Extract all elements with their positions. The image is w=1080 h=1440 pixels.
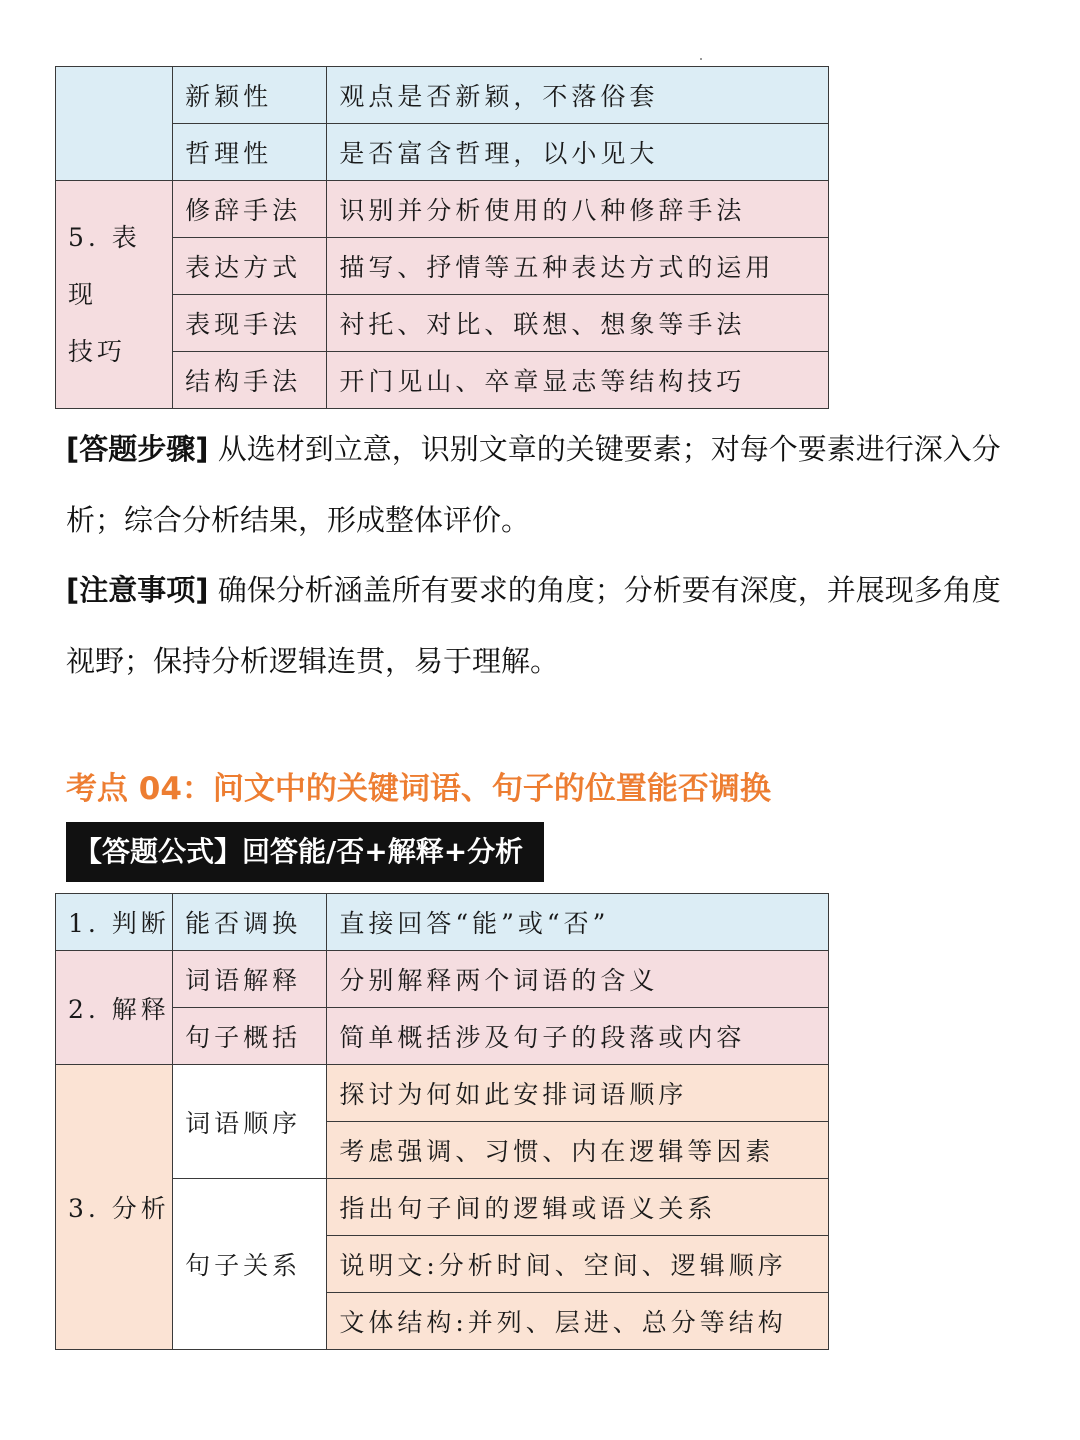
desc-cell: 考虑强调、习惯、内在逻辑等因素 (327, 1122, 829, 1179)
table-row (56, 181, 829, 238)
sub-cell: 句子概括 (173, 1008, 327, 1065)
desc-cell: 观点是否新颖，不落俗套 (327, 67, 829, 124)
table-row (56, 67, 829, 124)
category-cell: 2. 解释 (56, 951, 173, 1065)
desc-cell: 衬托、对比、联想、想象等手法 (327, 295, 829, 352)
sub-cell: 哲理性 (173, 124, 327, 181)
sub-cell: 词语顺序 (173, 1065, 327, 1179)
table-row (56, 894, 829, 951)
notes-tag: [注意事项] (66, 573, 209, 607)
sub-cell: 表现手法 (173, 295, 327, 352)
desc-cell: 开门见山、卒章显志等结构技巧 (327, 352, 829, 409)
sub-cell: 表达方式 (173, 238, 327, 295)
sub-cell: 词语解释 (173, 951, 327, 1008)
sub-cell: 修辞手法 (173, 181, 327, 238)
desc-cell: 探讨为何如此安排词语顺序 (327, 1065, 829, 1122)
desc-cell: 指出句子间的逻辑或语义关系 (327, 1179, 829, 1236)
category-cell: 5. 表 现 技巧 (56, 181, 173, 409)
table-expression-techniques (55, 66, 829, 409)
desc-cell: 简单概括涉及句子的段落或内容 (327, 1008, 829, 1065)
section-heading: 考点 04：问文中的关键词语、句子的位置能否调换 (66, 771, 771, 807)
desc-cell: 描写、抒情等五种表达方式的运用 (327, 238, 829, 295)
answer-steps-paragraph (66, 414, 1026, 556)
sub-cell: 句子关系 (173, 1179, 327, 1350)
answer-steps-text: 从选材到立意，识别文章的关键要素；对每个要素进行深入分析；综合分析结果，形成整体评价。 (66, 432, 1001, 537)
desc-cell: 直接回答“能”或“否” (327, 894, 829, 951)
sub-cell: 新颖性 (173, 67, 327, 124)
desc-cell: 识别并分析使用的八种修辞手法 (327, 181, 829, 238)
category-cell: 1. 判断 (56, 894, 173, 951)
desc-cell: 文体结构:并列、层进、总分等结构 (327, 1293, 829, 1350)
category-cell: 3. 分析 (56, 1065, 173, 1350)
desc-cell: 说明文:分析时间、空间、逻辑顺序 (327, 1236, 829, 1293)
table-word-position (55, 893, 829, 1350)
desc-cell: 是否富含哲理，以小见大 (327, 124, 829, 181)
table-row (56, 951, 829, 1008)
answer-steps-tag: [答题步骤] (66, 432, 209, 466)
sub-cell: 能否调换 (173, 894, 327, 951)
stray-dot (700, 58, 702, 60)
sub-cell: 结构手法 (173, 352, 327, 409)
category-cell (56, 67, 173, 181)
answer-formula-banner: 【答题公式】回答能/否+解释+分析 (66, 822, 544, 882)
notes-paragraph (66, 555, 1026, 697)
notes-text: 确保分析涵盖所有要求的角度；分析要有深度，并展现多角度视野；保持分析逻辑连贯，易于理解。 (66, 573, 1001, 678)
table-row (56, 1065, 829, 1122)
desc-cell: 分别解释两个词语的含义 (327, 951, 829, 1008)
